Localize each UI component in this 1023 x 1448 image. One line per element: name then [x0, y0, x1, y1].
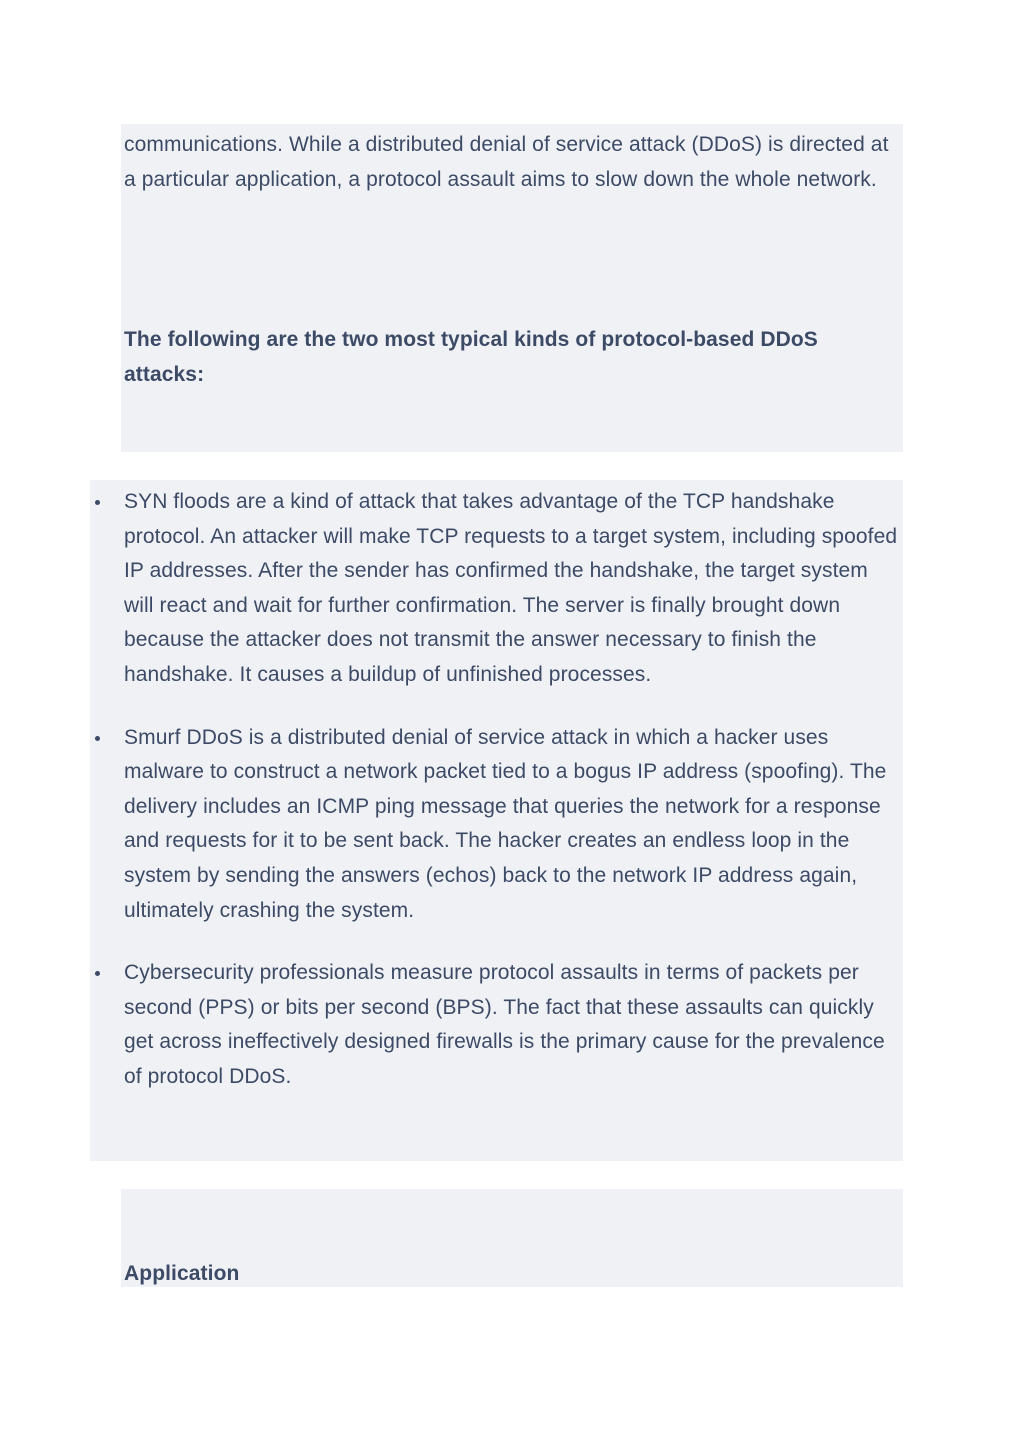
list-item-text: Cybersecurity professionals measure protocol assaults in terms of packets per second (PPS) or bits per second (BPS). The fact that these assaults can quickly get across ineffectively designed firewalls is the primary cause for the prevalence of protocol DDoS.	[124, 961, 885, 1088]
application-section	[121, 1189, 903, 1287]
bullet-icon	[95, 500, 100, 505]
intro-section	[121, 124, 903, 452]
bullet-icon	[95, 971, 100, 976]
list-item	[90, 485, 899, 693]
list-item-text: SYN floods are a kind of attack that takes advantage of the TCP handshake protocol. An attacker will make TCP requests to a target system, including spoofed IP addresses. After the sender has confirmed the handshake, the target system will react and wait for further confirmation. The server is finally brought down because the attacker does not transmit the answer necessary to finish the handshake. It causes a buildup of unfinished processes.	[124, 490, 898, 686]
attack-list-section	[90, 480, 903, 1161]
section-subheading: The following are the two most typical kinds of protocol-based DDoS attacks:	[124, 328, 818, 386]
intro-paragraph: communications. While a distributed denial of service attack (DDoS) is directed at a particular application, a protocol assault aims to slow down the whole network.	[124, 133, 889, 191]
bullet-list	[90, 485, 903, 1123]
application-heading: Application	[124, 1262, 240, 1285]
list-item	[90, 956, 899, 1094]
list-item-text: Smurf DDoS is a distributed denial of service attack in which a hacker uses malware to construct a network packet tied to a bogus IP address (spoofing). The delivery includes an ICMP ping message that queries the network for a response and requests for it to be sent back. The hacker creates an endless loop in the system by sending the answers (echos) back to the network IP address again, ultimately crashing the system.	[124, 725, 887, 922]
list-item	[90, 721, 899, 929]
bullet-icon	[95, 736, 100, 741]
